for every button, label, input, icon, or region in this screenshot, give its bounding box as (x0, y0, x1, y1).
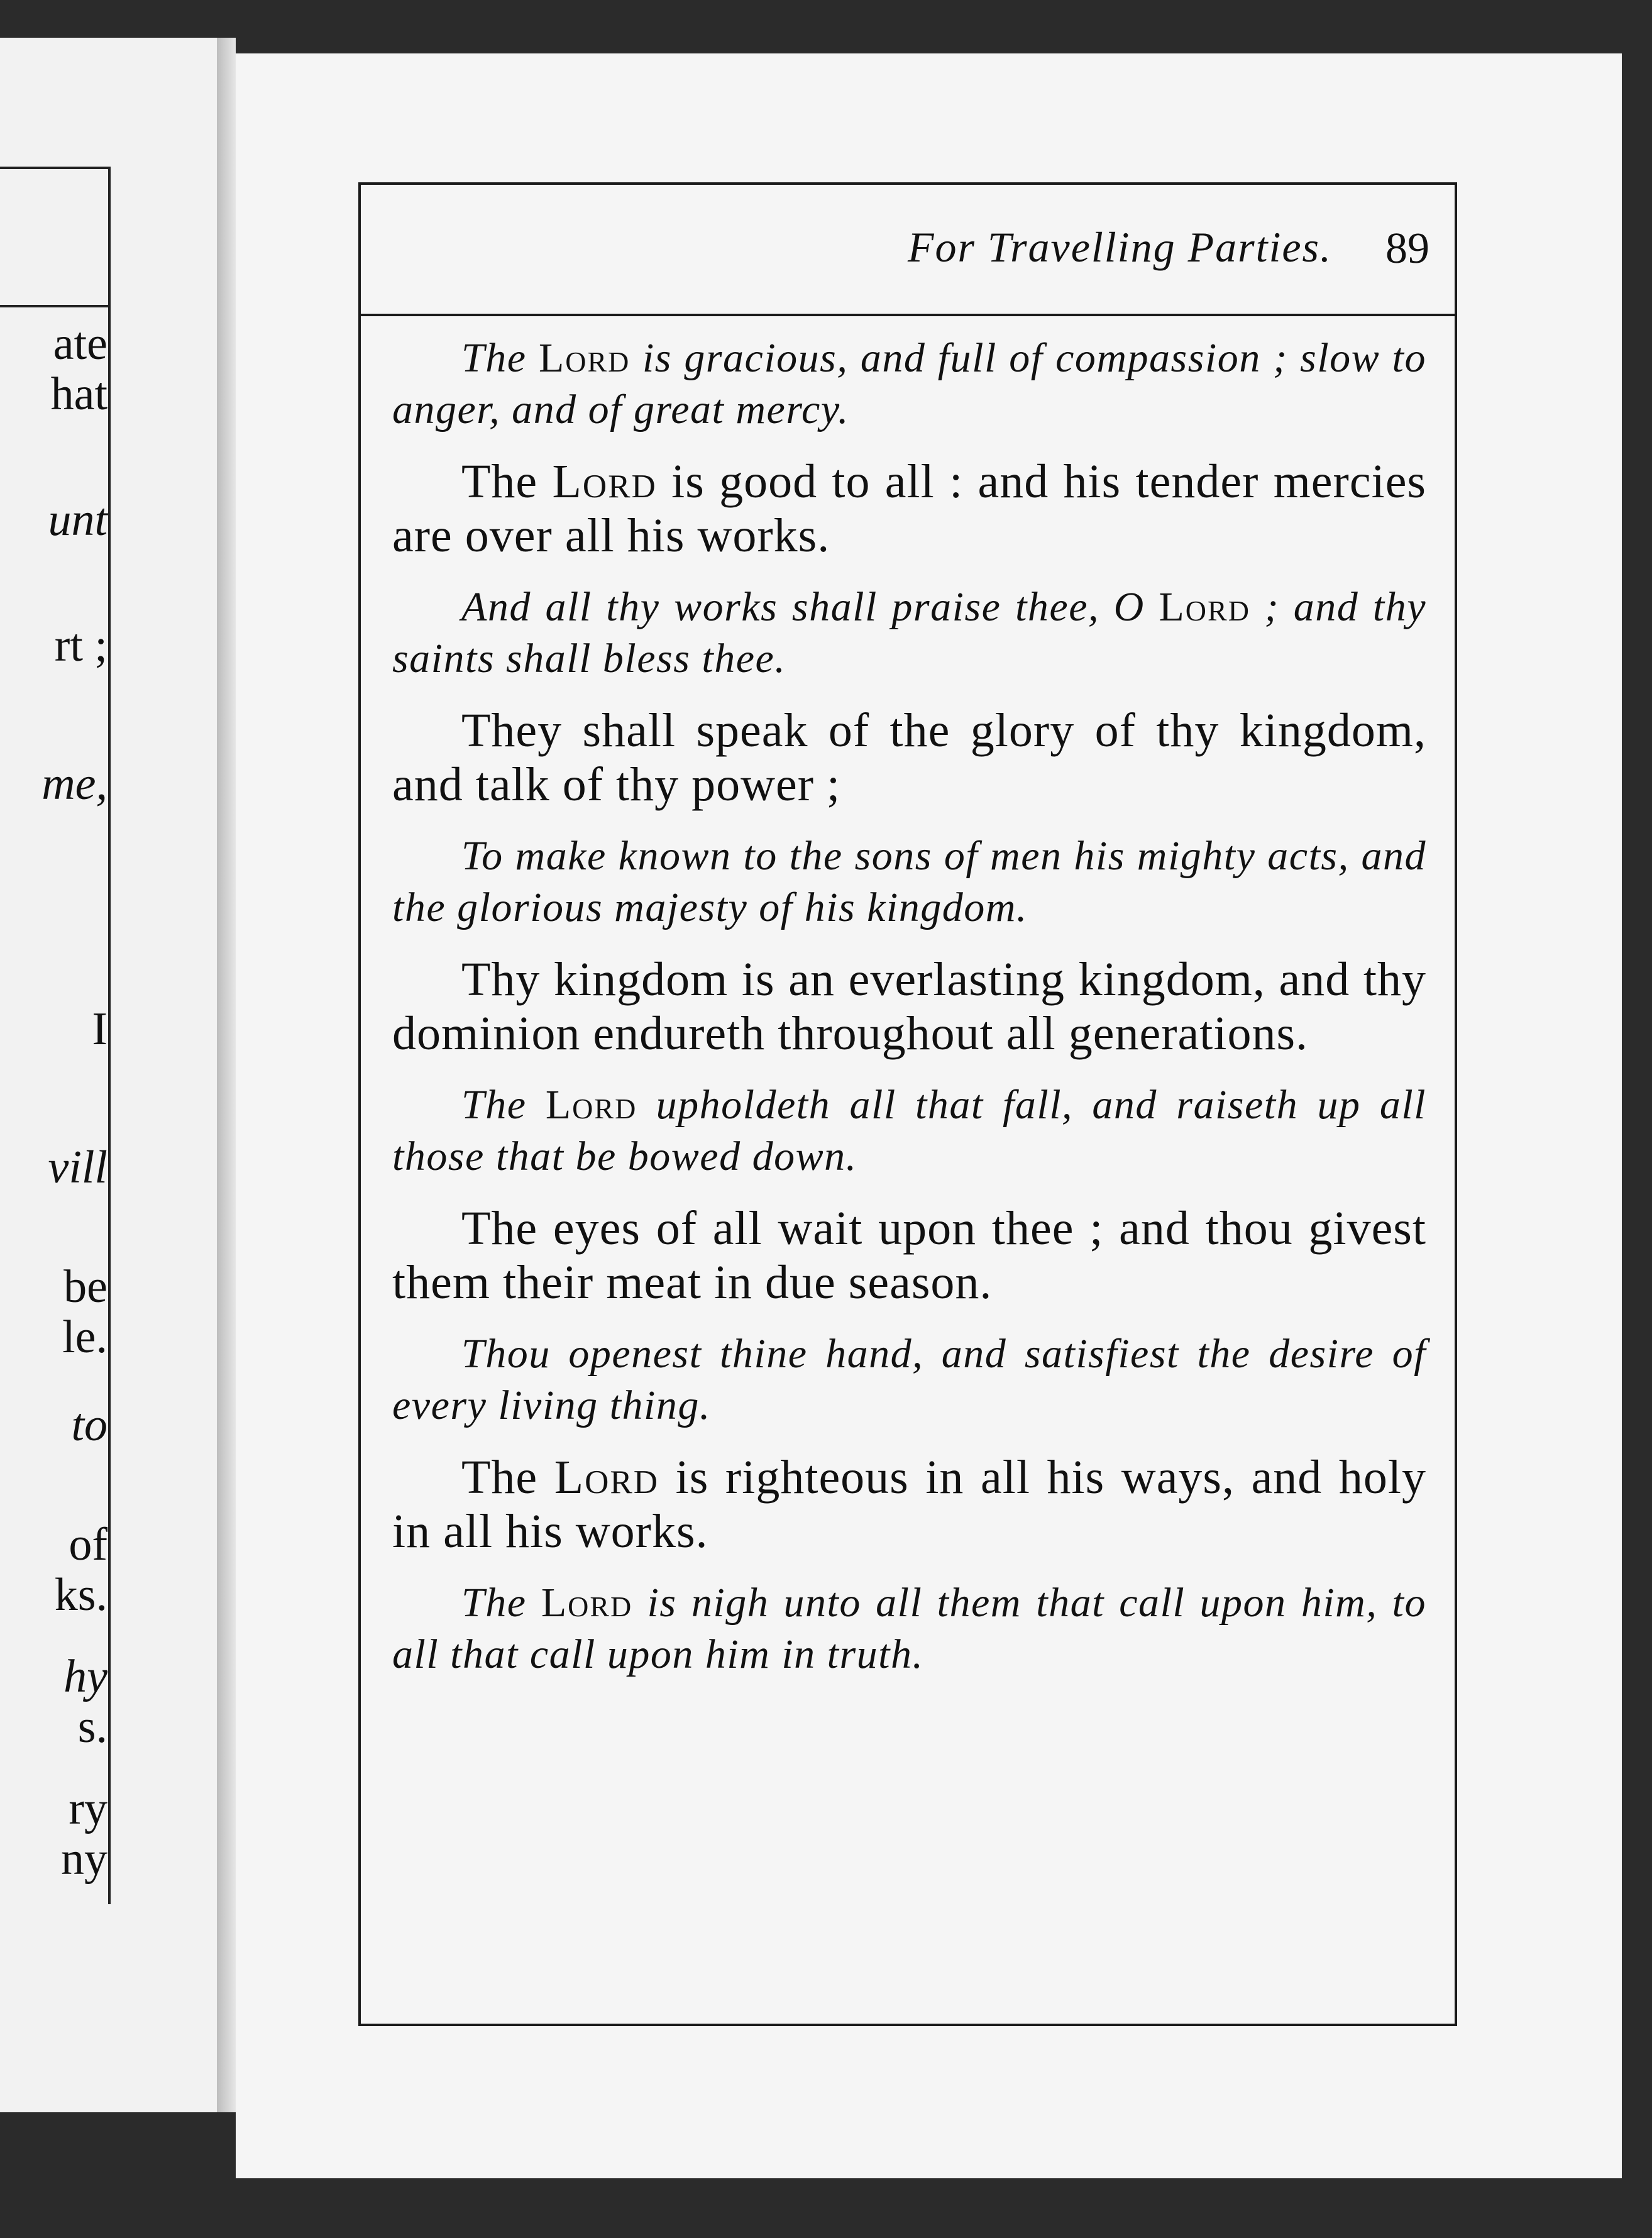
divine-name-small-caps: Lord (545, 1082, 637, 1128)
verse-text: is good to all : and his tender mercies are over all his works. (392, 455, 1427, 562)
left-page-fragment: ks. (54, 1569, 107, 1621)
verse-text: upholdeth all that fall, and raiseth up all those that be bowed down. (392, 1082, 1426, 1179)
divine-name-small-caps: Lord (538, 335, 631, 381)
verse-text: Thou openest thine hand, and satisfiest the desire of every living thing. (392, 1331, 1426, 1428)
divine-name-small-caps: Lord (1159, 584, 1250, 630)
verse-8 (392, 1201, 1426, 1309)
verse-5 (392, 830, 1426, 934)
verse-text: The (461, 1451, 554, 1504)
left-page-fragment: unt (48, 494, 107, 546)
verse-text: is righteous in all his ways, and holy in all his works. (392, 1451, 1426, 1558)
running-title: For Travelling Parties. (908, 223, 1332, 271)
left-facing-page (0, 38, 217, 2112)
verse-text: is nigh unto all them that call upon him, to all that call upon him in truth. (392, 1580, 1426, 1677)
left-page-fragment: ry (69, 1783, 107, 1834)
verse-text: The eyes of all wait upon thee ; and thou givest them their meat in due season. (392, 1202, 1426, 1309)
verse-4 (392, 703, 1426, 812)
left-page-fragment: le. (62, 1311, 107, 1363)
verse-6 (392, 952, 1426, 1061)
page-text-frame (358, 182, 1457, 2026)
left-page-fragment: of (69, 1519, 107, 1570)
left-page-fragment: hy (63, 1651, 107, 1702)
left-page-header-rule (0, 305, 108, 307)
left-page-fragment: s. (77, 1701, 107, 1753)
divine-name-small-caps: Lord (554, 1451, 659, 1504)
verse-text: The (461, 1580, 541, 1626)
verse-10 (392, 1450, 1426, 1558)
verse-7 (392, 1079, 1426, 1182)
verse-text: The (461, 1082, 546, 1128)
verse-text: The (461, 335, 539, 381)
verse-text: ; and thy saints shall bless thee. (392, 584, 1426, 681)
verse-text: Thy kingdom is an everlasting kingdom, and thy dominion endureth throughout all generations. (392, 953, 1426, 1060)
verse-text: is gracious, and full of compassion ; slow to anger, and of great mercy. (392, 335, 1427, 433)
left-page-fragment: hat (50, 368, 107, 420)
left-page-fragment: me, (41, 758, 107, 810)
verse-3 (392, 582, 1426, 685)
book-gutter (217, 38, 236, 2112)
left-page-fragment: to (71, 1399, 107, 1451)
verse-text: The (461, 455, 553, 508)
divine-name-small-caps: Lord (552, 455, 657, 508)
left-page-fragment: be (63, 1261, 107, 1313)
left-page-fragment: ate (53, 318, 107, 370)
divine-name-small-caps: Lord (541, 1580, 633, 1626)
verse-text: And all thy works shall praise thee, O (461, 584, 1159, 630)
left-page-fragment: vill (48, 1142, 107, 1193)
verse-1 (392, 333, 1426, 436)
left-page-fragment: I (92, 1003, 107, 1055)
verse-text: To make known to the sons of men his mighty acts, and the glorious majesty of his kingdom. (392, 833, 1426, 930)
verse-2 (392, 455, 1426, 563)
header-rule (361, 314, 1455, 316)
left-page-fragment: ny (61, 1833, 107, 1885)
page-number: 89 (1385, 224, 1429, 273)
left-page-fragment: rt ; (54, 620, 107, 671)
verse-text: They shall speak of the glory of thy kingdom, and talk of thy power ; (392, 704, 1426, 811)
psalm-text (392, 333, 1426, 1699)
verse-11 (392, 1577, 1426, 1680)
verse-9 (392, 1328, 1426, 1431)
